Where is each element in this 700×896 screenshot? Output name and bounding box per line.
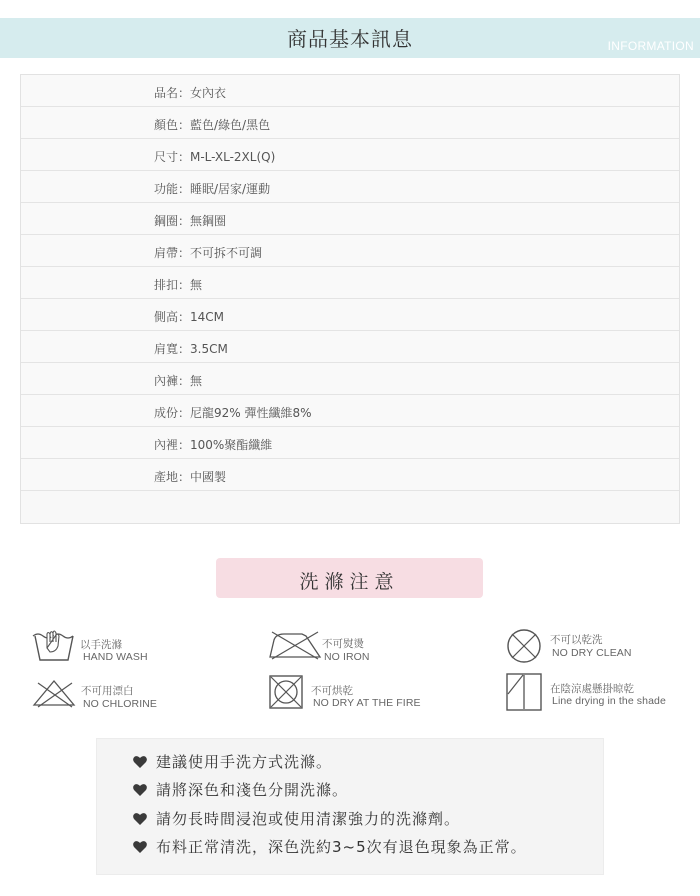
hand-wash-zh: 以手洗滌 [80, 639, 122, 651]
line-dry-shade-zh: 在陰涼處懸掛晾乾 [550, 683, 634, 695]
wash-title-pill [216, 558, 483, 598]
hand-wash-icon [30, 626, 78, 664]
care-note-text: 請將深色和淺色分開洗滌。 [156, 781, 349, 799]
spec-row-hooks [21, 267, 679, 299]
spec-row-underwire [21, 203, 679, 235]
spec-label: 產地：中國製 [154, 470, 227, 484]
spec-row-panties [21, 363, 679, 395]
spec-label: 顏色：藍色/綠色/黑色 [154, 118, 271, 132]
spec-label: 肩帶：不可拆不可調 [154, 246, 263, 260]
care-item-no-chlorine [30, 678, 200, 714]
spec-row-side-height [21, 299, 679, 331]
line-dry-shade-icon [505, 672, 543, 712]
spec-row-function [21, 171, 679, 203]
no-iron-icon [268, 630, 322, 660]
heart-icon [132, 811, 148, 827]
heart-icon [132, 754, 148, 770]
spec-row-strap-width [21, 331, 679, 363]
care-notes-box [96, 738, 604, 875]
no-chlorine-zh: 不可用漂白 [81, 685, 134, 697]
spec-label: 內褲：無 [154, 374, 203, 388]
wash-title: 洗滌注意 [299, 571, 400, 593]
spec-label: 排扣：無 [154, 278, 203, 292]
spec-row-straps [21, 235, 679, 267]
care-item-hand-wash [30, 626, 190, 666]
spec-row-color [21, 107, 679, 139]
spec-label: 尺寸：M-L-XL-2XL(Q) [154, 150, 276, 164]
spec-row-lining [21, 427, 679, 459]
no-dry-clean-icon [505, 627, 543, 665]
care-item-no-tumble-dry [268, 674, 438, 714]
spec-label: 品名：女內衣 [154, 86, 227, 100]
heart-icon [132, 839, 148, 855]
spec-label: 功能：睡眠/居家/運動 [154, 182, 271, 196]
care-note-text: 請勿長時間浸泡或使用清潔強力的洗滌劑。 [156, 810, 461, 828]
spec-row-origin [21, 459, 679, 491]
no-tumble-dry-en: NO DRY AT THE FIRE [313, 697, 421, 709]
care-item-no-dry-clean [505, 627, 665, 667]
no-tumble-dry-icon [268, 674, 304, 710]
line-dry-shade-en: Line drying in the shade [552, 695, 666, 707]
no-iron-zh: 不可熨燙 [322, 638, 364, 650]
care-note-text: 布料正常清洗，深色洗約3~5次有退色現象為正常。 [156, 838, 527, 856]
spec-label: 側高：14CM [154, 310, 225, 324]
page-title: 商品基本訊息 [287, 27, 413, 51]
no-chlorine-icon [30, 678, 78, 710]
care-item-line-dry-shade [505, 672, 680, 714]
spec-table [20, 74, 680, 524]
spec-label: 成份：尼龍92% 彈性纖維8% [154, 406, 312, 420]
spec-label: 肩寬：3.5CM [154, 342, 228, 356]
spec-row-material [21, 395, 679, 427]
no-dry-clean-zh: 不可以乾洗 [550, 634, 603, 646]
spec-row-name [21, 75, 679, 107]
heart-icon [132, 782, 148, 798]
spec-label: 內裡：100%聚酯纖維 [154, 438, 273, 452]
spec-row-size [21, 139, 679, 171]
hand-wash-en: HAND WASH [83, 651, 148, 663]
no-tumble-dry-zh: 不可烘乾 [311, 685, 353, 697]
no-chlorine-en: NO CHLORINE [83, 698, 158, 710]
care-item-no-iron [268, 630, 418, 666]
care-note-text: 建議使用手洗方式洗滌。 [156, 753, 333, 771]
page-subtitle-en: INFORMATION [607, 39, 694, 53]
no-iron-en: NO IRON [324, 651, 370, 663]
no-dry-clean-en: NO DRY CLEAN [552, 647, 632, 659]
spec-label: 鋼圈：無鋼圈 [154, 214, 227, 228]
